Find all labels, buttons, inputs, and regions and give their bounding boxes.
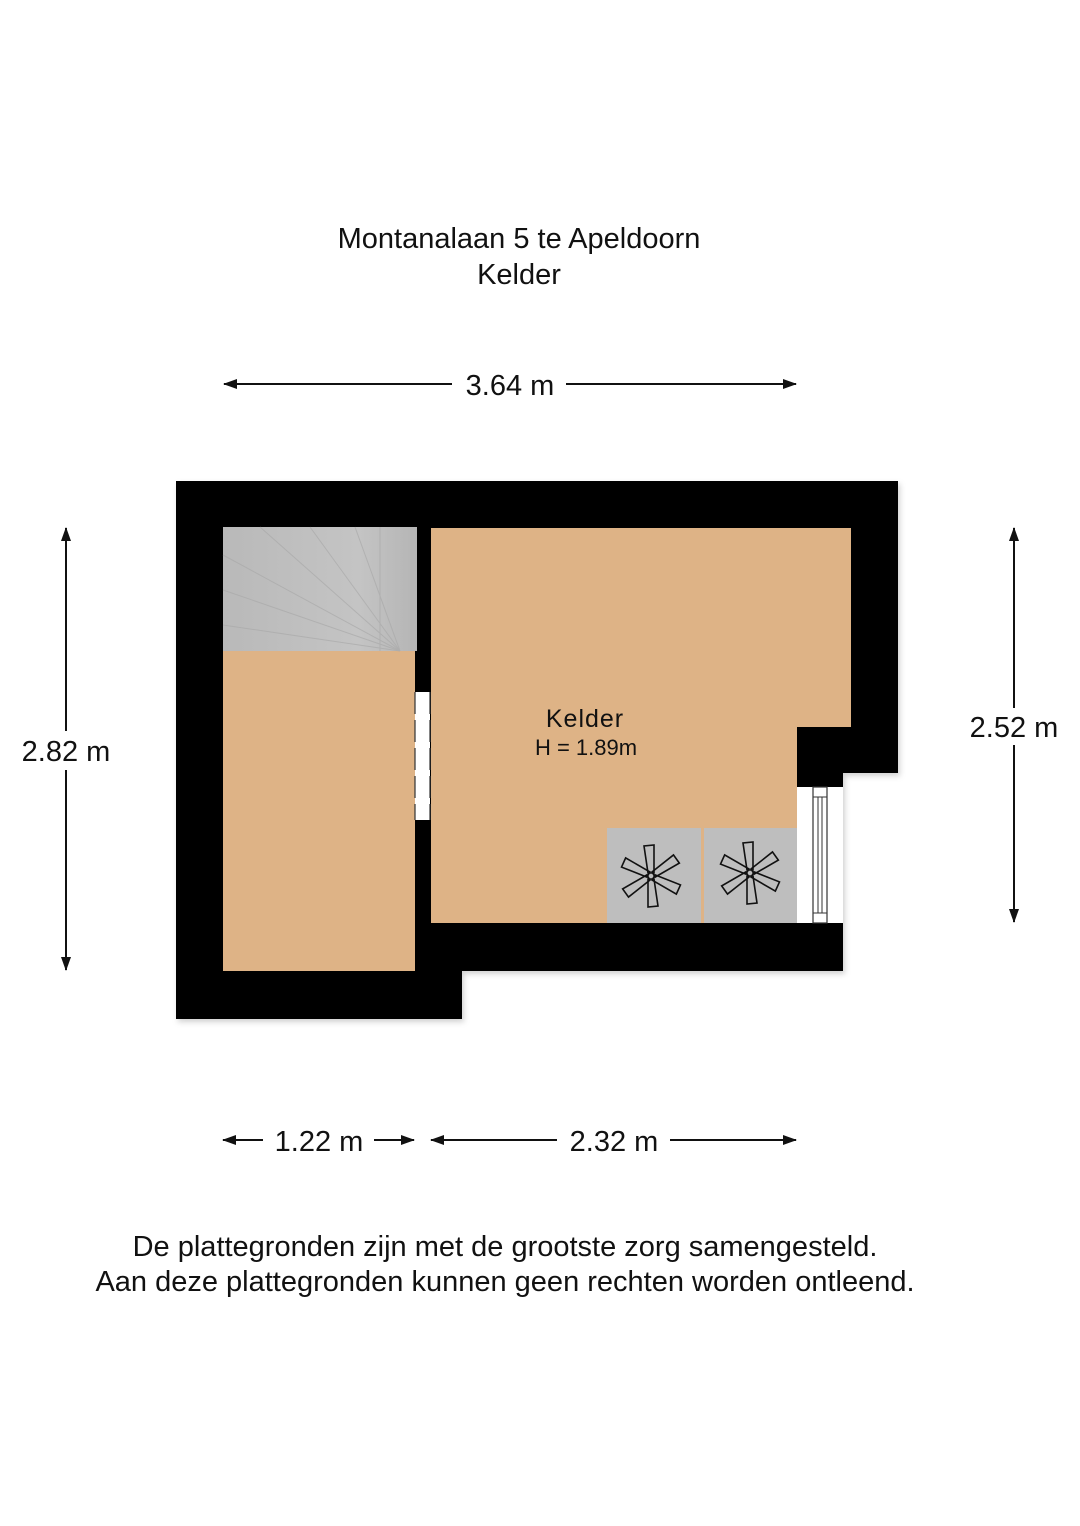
disclaimer-line-2: Aan deze plattegronden kunnen geen rechten worden ontleend. (95, 1266, 915, 1298)
door[interactable] (415, 692, 430, 820)
dimension-bottom-right (431, 1126, 796, 1158)
plan-floor-title: Kelder (477, 259, 561, 291)
svg-text:1.22 m: 1.22 m (274, 1126, 364, 1158)
svg-text:2.82 m: 2.82 m (21, 736, 111, 768)
disclaimer-line-1: De plattegronden zijn met de grootste zorg samengesteld. (132, 1231, 878, 1263)
svg-text:2.32 m: 2.32 m (569, 1126, 659, 1158)
svg-text:3.64 m: 3.64 m (465, 370, 555, 402)
svg-text:2.52 m: 2.52 m (969, 712, 1059, 744)
window[interactable] (797, 787, 843, 923)
staircase (223, 527, 417, 651)
dimension-top (224, 370, 796, 402)
dimension-left (22, 528, 111, 970)
room-height-kelder: H = 1.89m (534, 735, 638, 760)
appliance-fan-unit-2 (704, 828, 797, 923)
plan-address-title: Montanalaan 5 te Apeldoorn (337, 223, 701, 255)
appliance-fan-unit-1 (607, 828, 701, 923)
left-room-floor (223, 650, 415, 971)
dimension-bottom-left (223, 1126, 414, 1158)
room-name-kelder: Kelder (545, 705, 625, 733)
dimension-right (970, 528, 1059, 922)
